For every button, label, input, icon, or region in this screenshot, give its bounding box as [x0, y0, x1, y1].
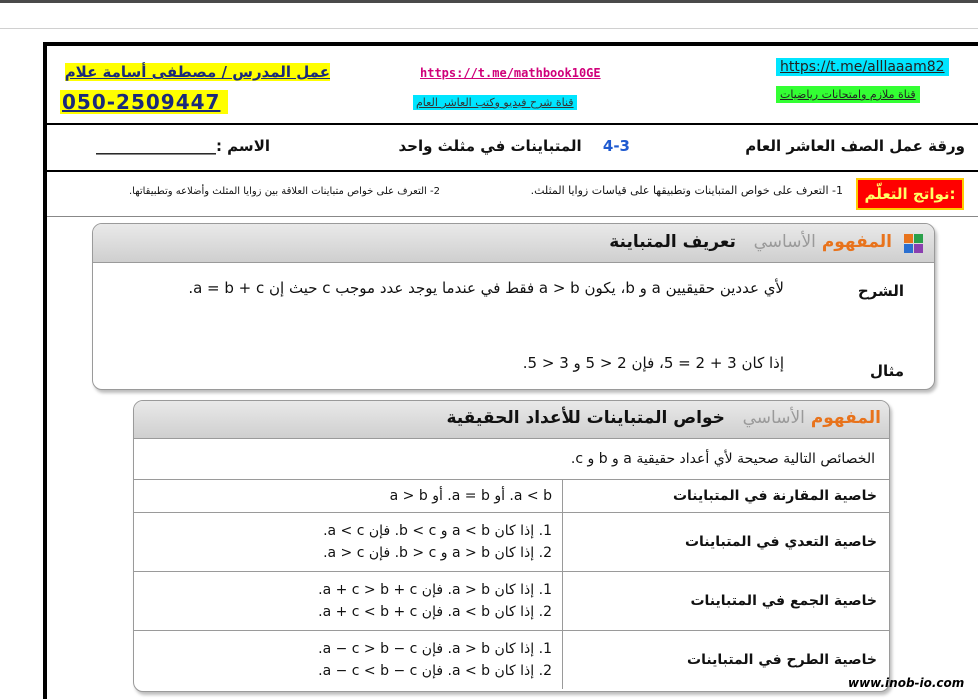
explain-text: لأي عددين حقيقيين a و b، يكون a > b فقط في عندما يوجد عدد موجب c حيث إن a = b + c.	[188, 279, 784, 297]
concept-box-definition	[92, 223, 935, 390]
property-statement	[134, 631, 563, 690]
table-row	[134, 480, 890, 513]
property-line-1: 1. إذا كان a < b و b < c. فإن a < c.	[323, 523, 552, 539]
property-line-1: 1. إذا كان a > b. فإن a − c > b − c.	[318, 641, 552, 657]
concept-core-word: الأساسي	[742, 408, 805, 428]
concept-heading	[609, 232, 892, 252]
property-line-1: 1. إذا كان a > b. فإن a + c > b + c.	[318, 582, 552, 598]
example-text: إذا كان 3 + 2 = 5، فإن 2 < 5 و 3 < 5.	[522, 354, 784, 372]
outcome-item-1: 1- التعرف على خواص المتباينات وتطبيقها على قياسات زوايا المثلث.	[530, 184, 843, 197]
concept-box-properties	[133, 400, 890, 692]
concept-heading	[446, 408, 881, 428]
property-statement	[134, 513, 563, 572]
concept-key-word: المفهوم	[810, 408, 881, 428]
concept-title: خواص المتباينات للأعداد الحقيقية	[446, 408, 725, 428]
outcomes-divider	[47, 216, 978, 217]
teacher-credit	[60, 62, 330, 81]
property-line-2: 2. إذا كان a < b. فإن a − c < b − c.	[318, 663, 552, 679]
table-row	[134, 572, 890, 631]
teacher-phone: 050-2509447	[60, 90, 228, 114]
teacher-name: عمل المدرس / مصطفى أسامة علام	[64, 63, 330, 81]
property-statement	[134, 572, 563, 631]
property-line-2: 2. إذا كان a > b و b > c. فإن a > c.	[323, 545, 552, 561]
student-name-field[interactable]: الاسم :________________	[95, 137, 270, 155]
sheet-border-left	[43, 42, 47, 699]
property-name: خاصية المقارنة في المتباينات	[563, 480, 891, 513]
property-statement	[134, 480, 563, 513]
window-top-line	[0, 0, 978, 3]
properties-table	[134, 479, 890, 689]
lesson-title	[395, 137, 630, 155]
concept-header	[93, 224, 935, 263]
concept-header	[134, 401, 890, 439]
explain-label: الشرح	[857, 282, 904, 300]
title-divider	[47, 170, 978, 172]
concept-key-word: المفهوم	[821, 232, 892, 252]
concept-blocks-icon	[904, 234, 924, 254]
table-row	[134, 513, 890, 572]
learning-outcomes-badge	[856, 178, 964, 210]
outcome-item-2: 2- التعرف على خواص متباينات العلاقة بين زوايا المثلث وأضلاعه وتطبيقاتها.	[128, 186, 440, 197]
telegram-link-notes[interactable]: https://t.me/alllaaam82	[776, 58, 949, 76]
notes-channel-caption: قناة ملازم وامتحانات رياضيات	[776, 86, 920, 103]
concept-core-word: الأساسي	[753, 232, 816, 252]
property-line-2: 2. إذا كان a < b. فإن a + c < b + c.	[318, 604, 552, 620]
property-name: خاصية الطرح في المتباينات	[563, 631, 891, 690]
learning-outcomes-label: نواتج التعلّم:	[864, 185, 956, 203]
window-top-band	[0, 0, 978, 29]
property-line-1: a < b. أو a = b. أو a > b	[389, 488, 552, 504]
example-label: مثال	[869, 362, 904, 380]
worksheet-title: ورقة عمل الصف العاشر العام	[745, 137, 965, 155]
property-name: خاصية الجمع في المتباينات	[563, 572, 891, 631]
lesson-name: المتباينات في مثلث واحد	[398, 137, 582, 155]
concept-title: تعريف المتباينة	[609, 232, 736, 252]
property-name: خاصية التعدي في المتباينات	[563, 513, 891, 572]
video-channel-caption: قناة شرح فيديو وكتب العاشر العام	[413, 95, 577, 110]
site-watermark: www.inob-io.com	[848, 676, 965, 690]
table-row	[134, 631, 890, 690]
lesson-number: 4-3	[602, 137, 630, 155]
sheet-border-top	[43, 42, 978, 46]
header-divider	[47, 123, 978, 125]
properties-intro: الخصائص التالية صحيحة لأي أعداد حقيقية a و b و c.	[570, 451, 875, 467]
telegram-link-video[interactable]: https://t.me/mathbook10GE	[420, 66, 601, 80]
